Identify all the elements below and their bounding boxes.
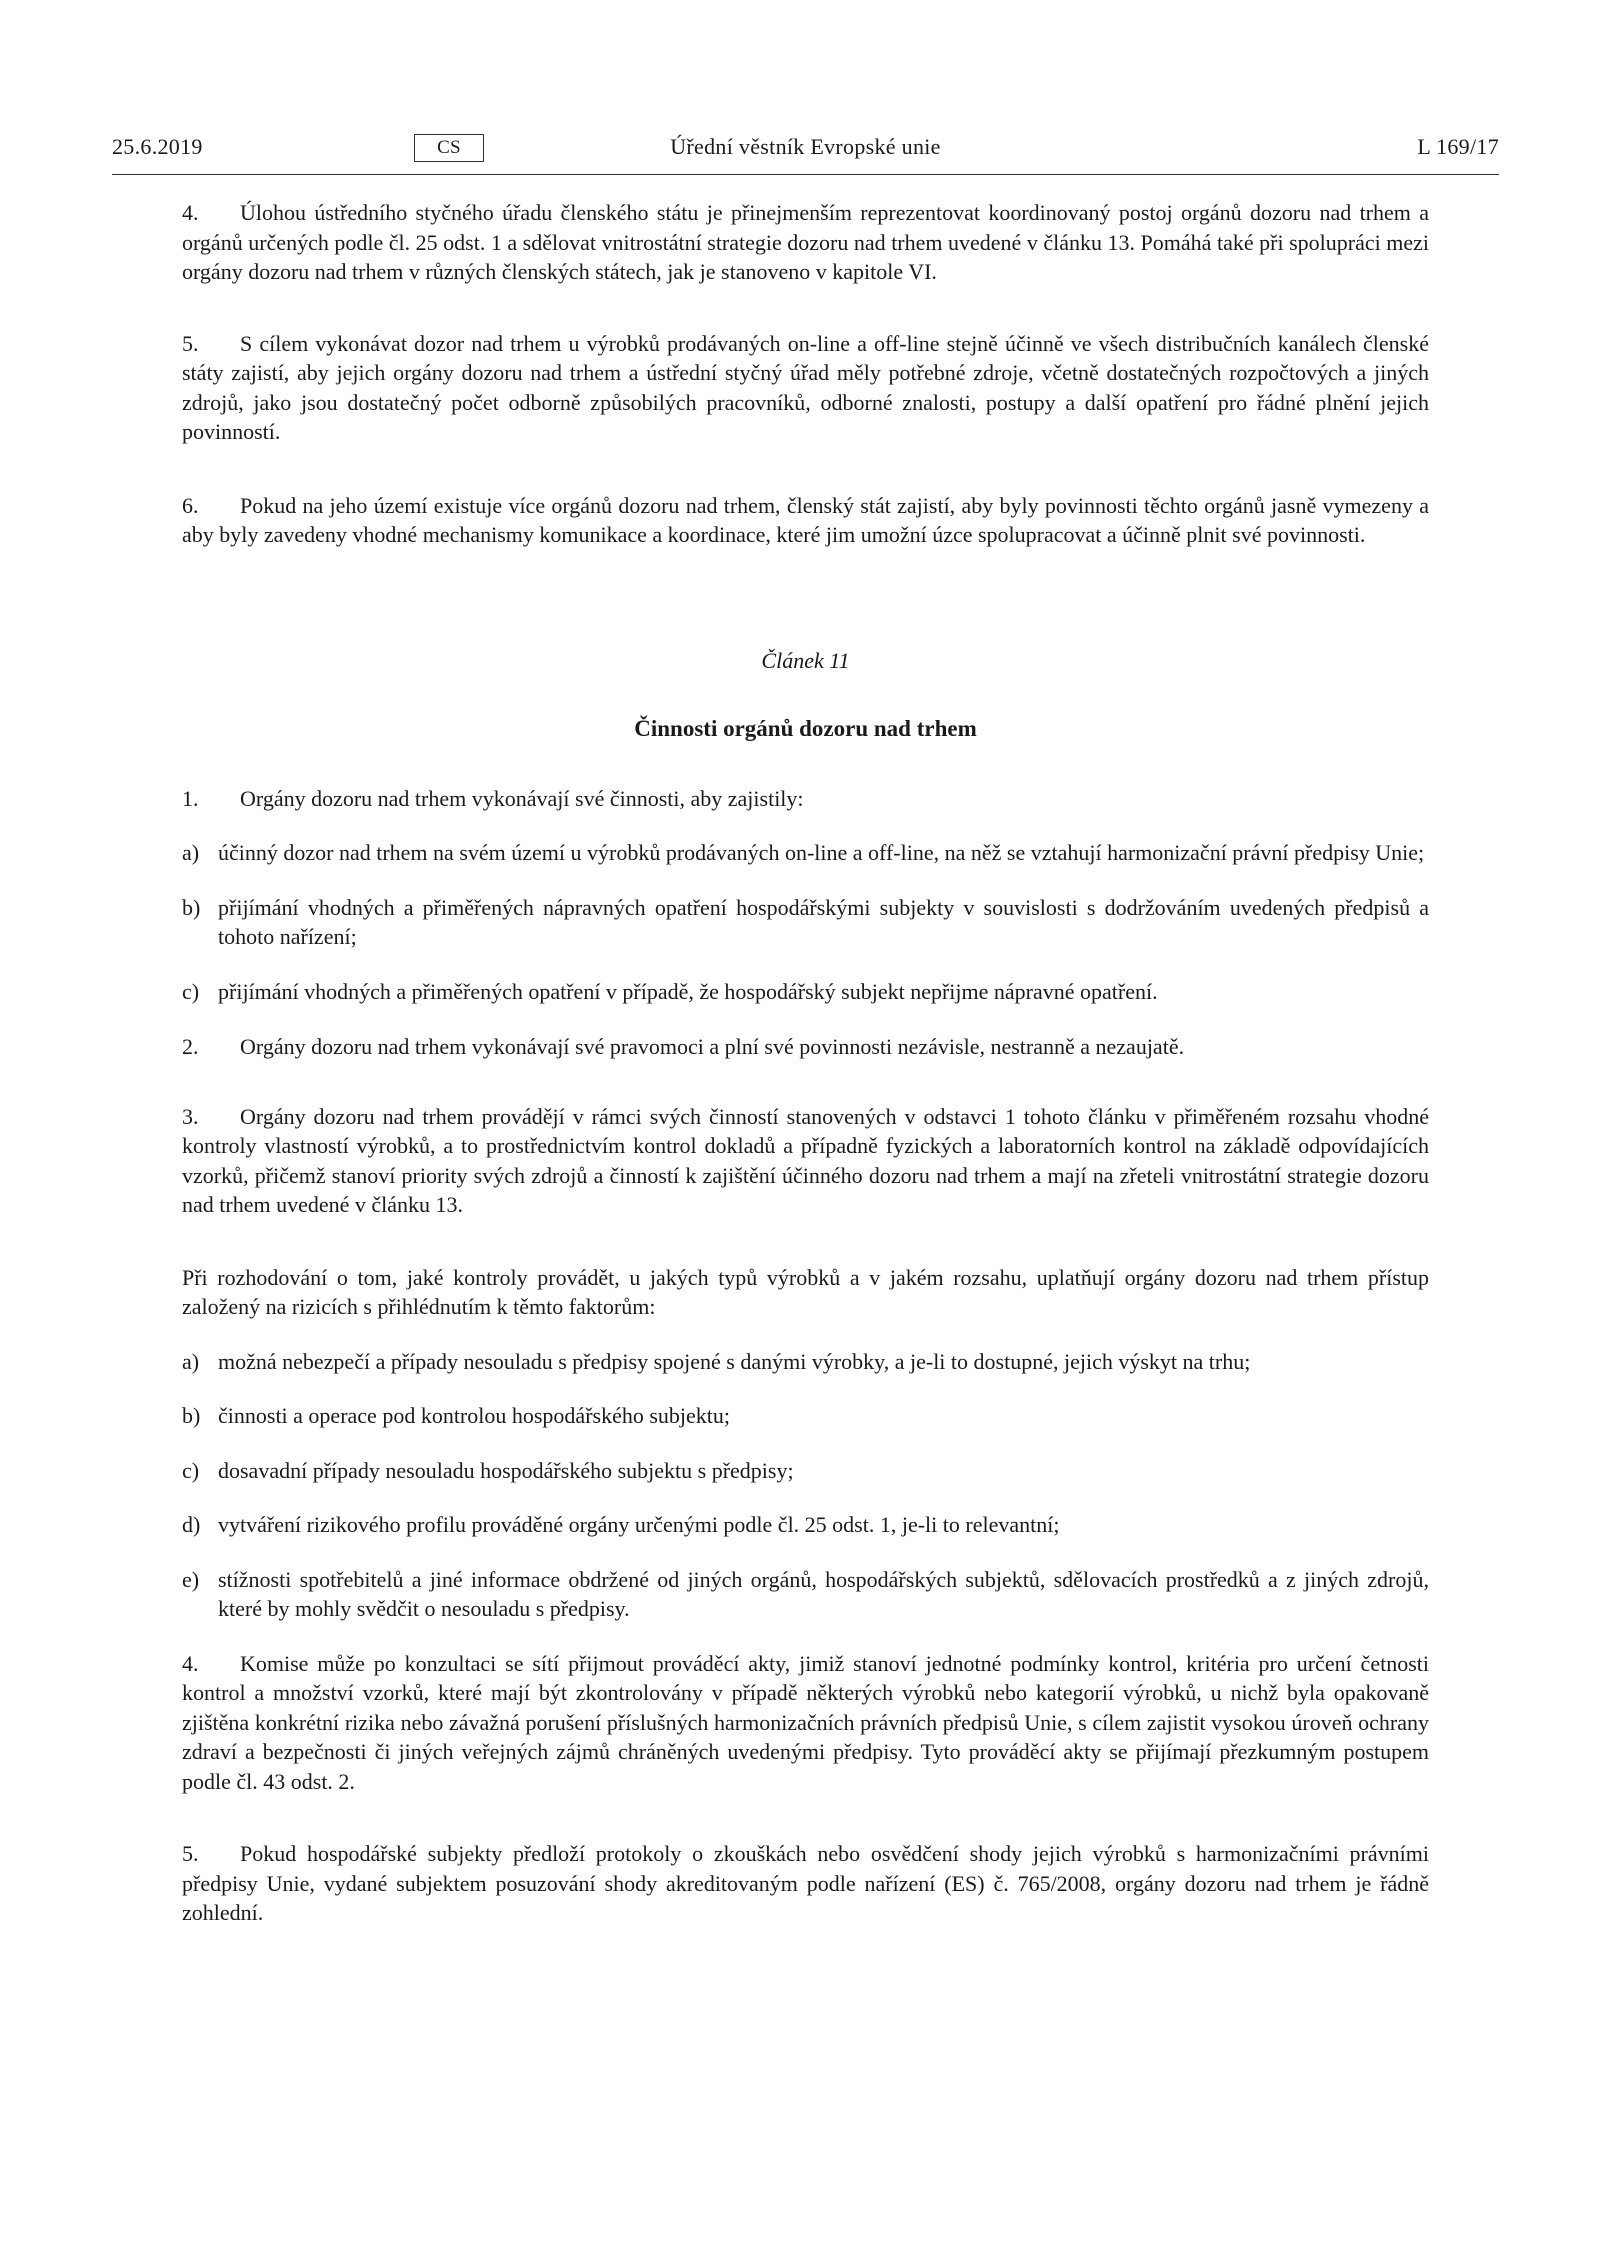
paragraph-text: Pokud na jeho území existuje více orgánů dozoru nad trhem, členský stát zajistí, aby byly povinnosti těchto orgánů jasně vymezeny a aby byly zavedeny vhodné mechanismy komunikace a koordinace, které jim umožní úzce spolupracovat a účinně plnit své povinnosti. bbox=[182, 492, 1429, 547]
publication-date: 25.6.2019 bbox=[112, 134, 203, 159]
list-item bbox=[182, 1456, 1429, 1486]
paragraph-text: S cílem vykonávat dozor nad trhem u výrobků prodávaných on-line a off-line stejně účinně ve všech distribučních kanálech členské státy zajistí, aby jejich orgány dozoru nad trhem a ústřední styčný úřad měly potřebné zdroje, včetně dostatečných rozpočtových a jiných zdrojů, jako jsou dostatečný počet odborně způsobilých pracovníků, odborné znalosti, postupy a další opatření pro řádné plnění jejich povinností. bbox=[182, 330, 1429, 444]
paragraph-number: 5. bbox=[182, 330, 199, 356]
list-item-text: účinný dozor nad trhem na svém území u výrobků prodávaných on-line a off-line, na něž se vztahují harmonizační právní předpisy Unie; bbox=[218, 840, 1425, 865]
list-item-text: vytváření rizikového profilu prováděné orgány určenými podle čl. 25 odst. 1, je-li to relevantní; bbox=[218, 1512, 1060, 1537]
paragraph-number: 4. bbox=[182, 1650, 199, 1676]
article-paragraph-2 bbox=[182, 1032, 1429, 1062]
journal-title: Úřední věstník Evropské unie bbox=[670, 134, 941, 159]
paragraph-text: Úlohou ústředního styčného úřadu členského státu je přinejmenším reprezentovat koordinovaný postoj orgánů dozoru nad trhem a orgánů určených podle čl. 25 odst. 1 a sdělovat vnitrostátní strategie dozoru nad trhem uvedené v článku 13. Pomáhá také při spolupráci mezi orgány dozoru nad trhem v různých členských státech, jak je stanoveno v kapitole VI. bbox=[182, 200, 1429, 284]
list-item-label: b) bbox=[182, 894, 201, 920]
paragraph-5 bbox=[182, 329, 1429, 447]
list-item-text: možná nebezpečí a případy nesouladu s předpisy spojené s danými výrobky, a je-li to dostupné, jejich výskyt na trhu; bbox=[218, 1348, 1251, 1374]
paragraph-number: 1. bbox=[182, 785, 199, 811]
paragraph-number: 2. bbox=[182, 1034, 199, 1059]
paragraph-6 bbox=[182, 491, 1429, 550]
list-item-label: c) bbox=[182, 978, 200, 1004]
paragraph-number: 4. bbox=[182, 200, 199, 225]
article-heading: Činnosti orgánů dozoru nad trhem bbox=[634, 716, 977, 741]
list-item-label: a) bbox=[182, 840, 200, 865]
article-paragraph-1 bbox=[182, 784, 1429, 814]
list-item-label: d) bbox=[182, 1512, 201, 1537]
paragraph-text: Komise může po konzultaci se sítí přijmout prováděcí akty, jimiž stanoví jednotné podmínky kontrol, kritéria pro určení četnosti kontrol a množství vzorků, které mají být zkontrolovány v případě některých výrobků nebo kategorií výrobků, u nichž byla opakovaně zjištěna konkrétní rizika nebo závažná porušení příslušných harmonizačních právních předpisů Unie, s cílem zajistit vysokou úroveň ochrany zdraví a bezpečnosti či jiných veřejných zájmů chráněných uvedenými předpisy. Tyto prováděcí akty se přijímají přezkumným postupem podle čl. 43 odst. 2. bbox=[182, 1650, 1429, 1794]
list-item bbox=[182, 1401, 1429, 1431]
list-item-label: c) bbox=[182, 1457, 200, 1483]
list-item bbox=[182, 977, 1429, 1007]
list-item-label: a) bbox=[182, 1348, 200, 1374]
paragraph-text: Orgány dozoru nad trhem vykonávají své činnosti, aby zajistily: bbox=[240, 785, 804, 811]
paragraph-text: Pokud hospodářské subjekty předloží protokoly o zkouškách nebo osvědčení shody jejich výrobků s harmonizačními právními předpisy Unie, vydané subjektem posuzování shody akreditovaným podle nařízení (ES) č. 765/2008, orgány dozoru nad trhem je řádně zohlední. bbox=[182, 1841, 1429, 1925]
list-item-text: dosavadní případy nesouladu hospodářského subjektu s předpisy; bbox=[218, 1457, 794, 1483]
article-paragraph-4 bbox=[182, 1649, 1429, 1797]
list-item-text: přijímání vhodných a přiměřených opatření v případě, že hospodářský subjekt nepřijme nápravné opatření. bbox=[218, 978, 1158, 1004]
paragraph-4 bbox=[182, 198, 1429, 287]
article-paragraph-5 bbox=[182, 1839, 1429, 1928]
paragraph-number: 5. bbox=[182, 1841, 199, 1866]
document-body bbox=[182, 198, 1429, 1928]
list-item bbox=[182, 1565, 1429, 1624]
list-item bbox=[182, 1347, 1429, 1377]
list-item-text: činnosti a operace pod kontrolou hospodářského subjektu; bbox=[218, 1403, 731, 1428]
language-badge: CS bbox=[414, 134, 484, 162]
article-title: Článek 11 bbox=[761, 647, 850, 673]
paragraph-text: Orgány dozoru nad trhem provádějí v rámci svých činností stanovených v odstavci 1 tohoto článku v přiměřeném rozsahu vhodné kontroly vlastností výrobků, a to prostřednictvím kontrol dokladů a případně fyzických a laboratorních kontrol na základě odpovídajících vzorků, přičemž stanoví priority svých zdrojů a činností k zajištění účinného dozoru nad trhem a mají na zřeteli vnitrostátní strategie dozoru nad trhem uvedené v článku 13. bbox=[182, 1103, 1429, 1217]
paragraph-number: 3. bbox=[182, 1103, 199, 1129]
paragraph-text: Orgány dozoru nad trhem vykonávají své pravomoci a plní své povinnosti nezávisle, nestranně a nezaujatě. bbox=[240, 1034, 1185, 1059]
list-item bbox=[182, 893, 1429, 952]
article-paragraph-3 bbox=[182, 1102, 1429, 1220]
list-item-label: b) bbox=[182, 1403, 201, 1428]
article-paragraph-3-sub: Při rozhodování o tom, jaké kontroly provádět, u jakých typů výrobků a v jakém rozsahu, uplatňují orgány dozoru nad trhem přístup založený na rizicích s přihlédnutím k těmto faktorům: bbox=[182, 1264, 1429, 1319]
list-item-label: e) bbox=[182, 1566, 200, 1592]
list-item bbox=[182, 1510, 1429, 1540]
list-item bbox=[182, 838, 1429, 868]
page-reference: L 169/17 bbox=[1417, 134, 1499, 159]
list-item-text: stížnosti spotřebitelů a jiné informace obdržené od jiných orgánů, hospodářských subjektů, sdělovacích prostředků a z jiných zdrojů, které by mohly svědčit o nesouladu s předpisy. bbox=[218, 1566, 1429, 1621]
list-item-text: přijímání vhodných a přiměřených nápravných opatření hospodářskými subjekty v souvislosti s dodržováním uvedených předpisů a tohoto nařízení; bbox=[218, 894, 1429, 949]
paragraph-number: 6. bbox=[182, 492, 199, 518]
page-header bbox=[112, 130, 1499, 175]
